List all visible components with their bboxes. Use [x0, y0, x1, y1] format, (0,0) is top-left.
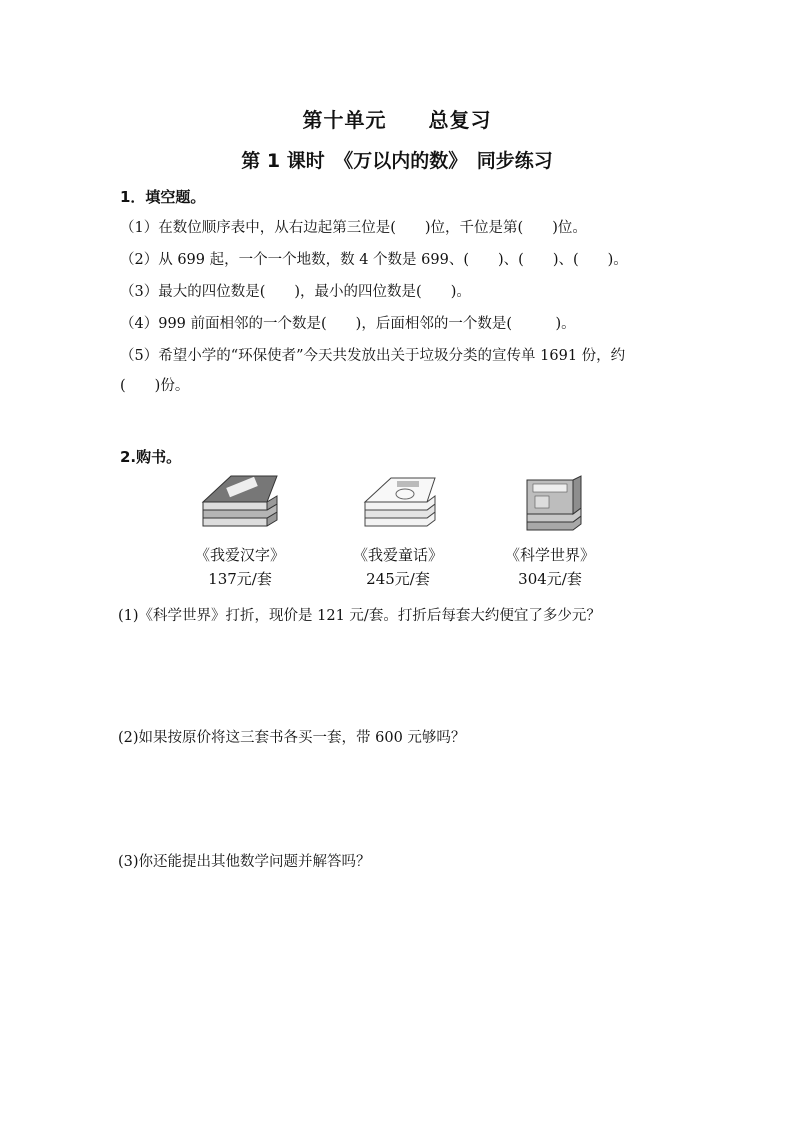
book-item	[338, 472, 458, 589]
book-stack-icon	[355, 472, 441, 538]
fill-blank-item: （4）999 前面相邻的一个数是( )，后面相邻的一个数是( )。	[120, 316, 576, 332]
lesson-title: 第 1 课时 《万以内的数》 同步练习	[241, 150, 553, 172]
fill-blank-item: （1）在数位顺序表中，从右边起第三位是( )位，千位是第( )位。	[120, 220, 587, 236]
book-item	[180, 472, 300, 589]
fill-blank-item: （2）从 699 起，一个一个地数，数 4 个数是 699、( )、( )、( )。	[120, 252, 628, 268]
section1-heading: 1．填空题。	[120, 188, 206, 206]
book-name: 《我爱汉字》	[194, 546, 285, 564]
book-price: 137元/套	[208, 570, 272, 588]
section2-heading: 2.购书。	[120, 448, 182, 466]
unit-title: 第十单元 总复习	[302, 108, 492, 132]
question-line: (3)你还能提出其他数学问题并解答吗？	[118, 854, 371, 870]
fill-blank-item: （5）希望小学的“环保使者”今天共发放出关于垃圾分类的宣传单 1691 份，约	[120, 348, 626, 364]
book-name: 《我爱童话》	[352, 546, 443, 564]
fill-blank-item: （3）最大的四位数是( )，最小的四位数是( )。	[120, 284, 471, 300]
book-stack-icon	[507, 472, 593, 538]
book-stack-icon	[197, 472, 283, 538]
book-price: 304元/套	[518, 570, 582, 588]
book-price: 245元/套	[366, 570, 430, 588]
question-line: (2)如果按原价将这三套书各买一套，带 600 元够吗？	[118, 730, 466, 746]
book-name: 《科学世界》	[504, 546, 595, 564]
book-item	[490, 472, 610, 589]
question-line: (1)《科学世界》打折，现价是 121 元/套。打折后每套大约便宜了多少元？	[118, 608, 601, 624]
fill-blank-item: ( )份。	[120, 378, 190, 394]
